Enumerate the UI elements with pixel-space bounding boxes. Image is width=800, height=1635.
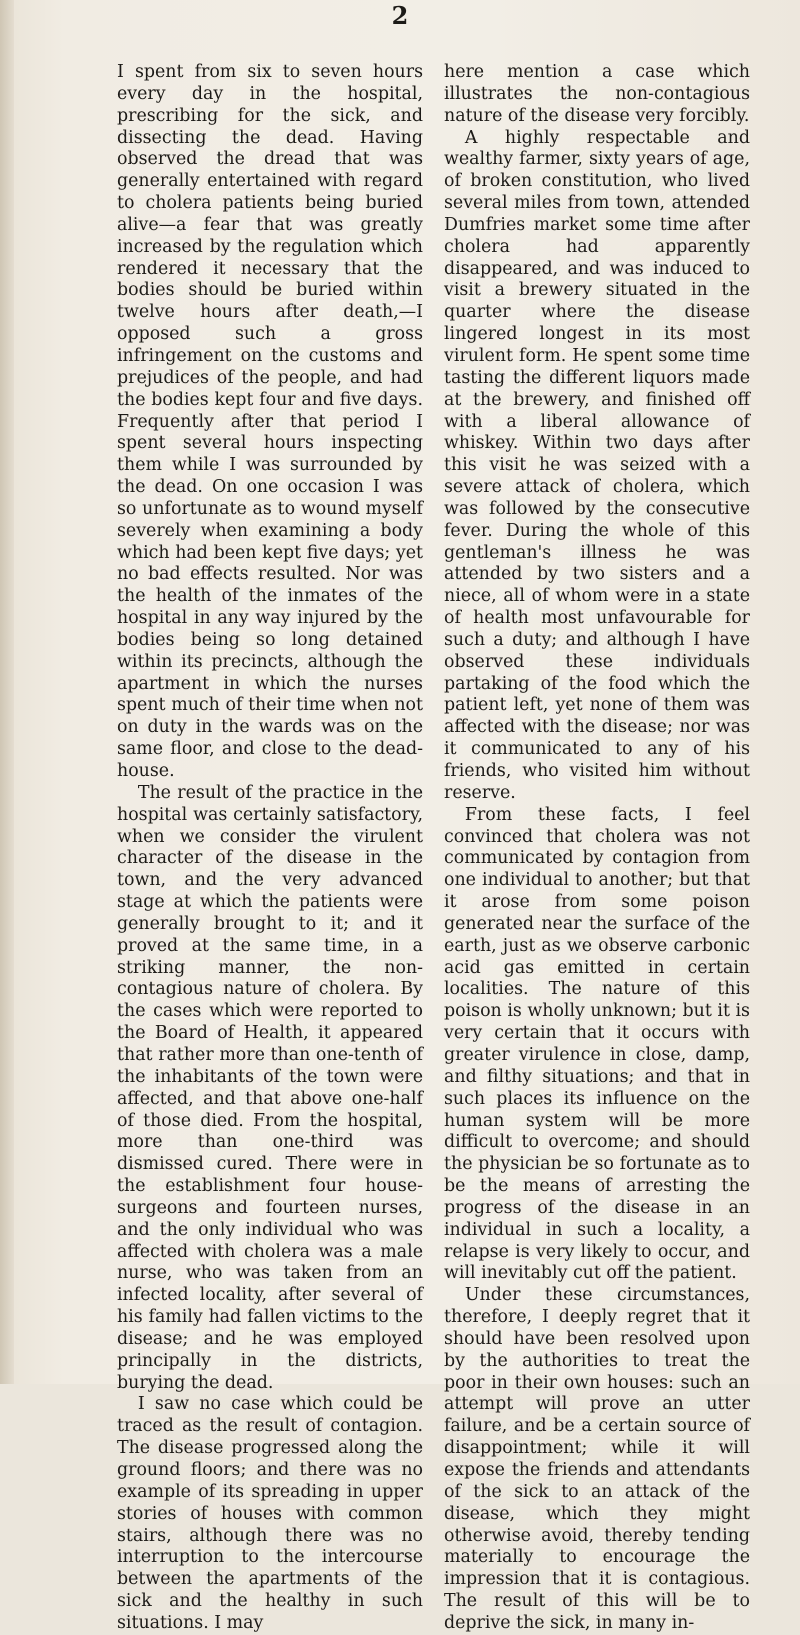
right-column xyxy=(444,62,750,1635)
paragraph: Under these circumstances, therefore, I deeply regret that it should have been resolved upon by the authorities to treat the poor in their own houses: such an attempt will prove an utter failure, and be a certain source of disappointment; while it will expose the friends and attendants of the sick to an attack of the disease, which they might otherwise avoid, thereby tending materially to encourage the impression that it is contagious. The result of this will be to deprive the sick, in many in- xyxy=(444,1285,750,1633)
paragraph: I spent from six to seven hours every day in the hospital, prescribing for the sick, and dissecting the dead. Having observed the dread that was generally entertained with regard to cholera patients being buried alive—a fear that was greatly increased by the regulation which rendered it necessary that the bodies should be buried within twelve hours after death,—I opposed such a gross infringement on the customs and prejudices of the people, and had the bodies kept four and five days. Frequently after that period I spent several hours inspecting them while I was surrounded by the dead. On one occasion I was so unfortunate as to wound myself severely when examining a body which had been kept five days; yet no bad effects resulted. Nor was the health of the inmates of the hospital in any way injured by the bodies being so long detained within its precincts, although the apartment in which the nurses spent much of their time when not on duty in the wards was on the same floor, and close to the dead-house. xyxy=(117,62,423,781)
page-number: 2 xyxy=(391,1,409,30)
paragraph: The result of the practice in the hospital was certainly satisfactory, when we consider the virulent character of the disease in the town, and the very advanced stage at which the patients were generally brought to it; and it proved at the same time, in a striking manner, the non-contagious nature of cholera. By the cases which were reported to the Board of Health, it appeared that rather more than one-tenth of the inhabitants of the town were affected, and that above one-half of those died. From the hospital, more than one-third was dismissed cured. There were in the establishment four house-surgeons and fourteen nurses, and the only individual who was affected with cholera was a male nurse, who was taken from an infected locality, after several of his family had fallen victims to the disease; and he was employed principally in the districts, burying the dead. xyxy=(117,782,423,1393)
paragraph: I saw no case which could be traced as the result of contagion. The disease progressed along the ground floors; and there was no example of its spreading in upper stories of houses with common stairs, although there was no interruption to the intercourse between the apartments of the sick and the healthy in such situations. I may xyxy=(117,1394,423,1633)
page-spine-shadow xyxy=(0,0,14,1384)
paragraph-continued: here mention a case which illustrates the non-contagious nature of the disease very forcibly. xyxy=(444,62,750,126)
paragraph: From these facts, I feel convinced that cholera was not communicated by contagion from one individual to another; but that it arose from some poison generated near the surface of the earth, just as we observe carbonic acid gas emitted in certain localities. The nature of this poison is wholly unknown; but it is very certain that it occurs with greater virulence in close, damp, and filthy situations; and that in such places its influence on the human system will be more difficult to overcome; and should the physician be so fortunate as to be the means of arresting the progress of the disease in an individual in such a locality, a relapse is very likely to occur, and will inevitably cut off the patient. xyxy=(444,804,750,1284)
paragraph: A highly respectable and wealthy farmer, sixty years of age, of broken constitution, who lived several miles from town, attended Dumfries market some time after cholera had apparently disappeared, and was induced to visit a brewery situated in the quarter where the disease lingered longest in its most virulent form. He spent some time tasting the different liquors made at the brewery, and finished off with a liberal allowance of whiskey. Within two days after this visit he was seized with a severe attack of cholera, which was followed by the consecutive fever. During the whole of this gentleman's illness he was attended by two sisters and a niece, all of whom were in a state of health most unfavourable for such a duty; and although I have observed these individuals partaking of the food which the patient left, yet none of them was affected with the disease; nor was it communicated to any of his friends, who visited him without reserve. xyxy=(444,127,750,803)
left-column xyxy=(117,62,423,1635)
